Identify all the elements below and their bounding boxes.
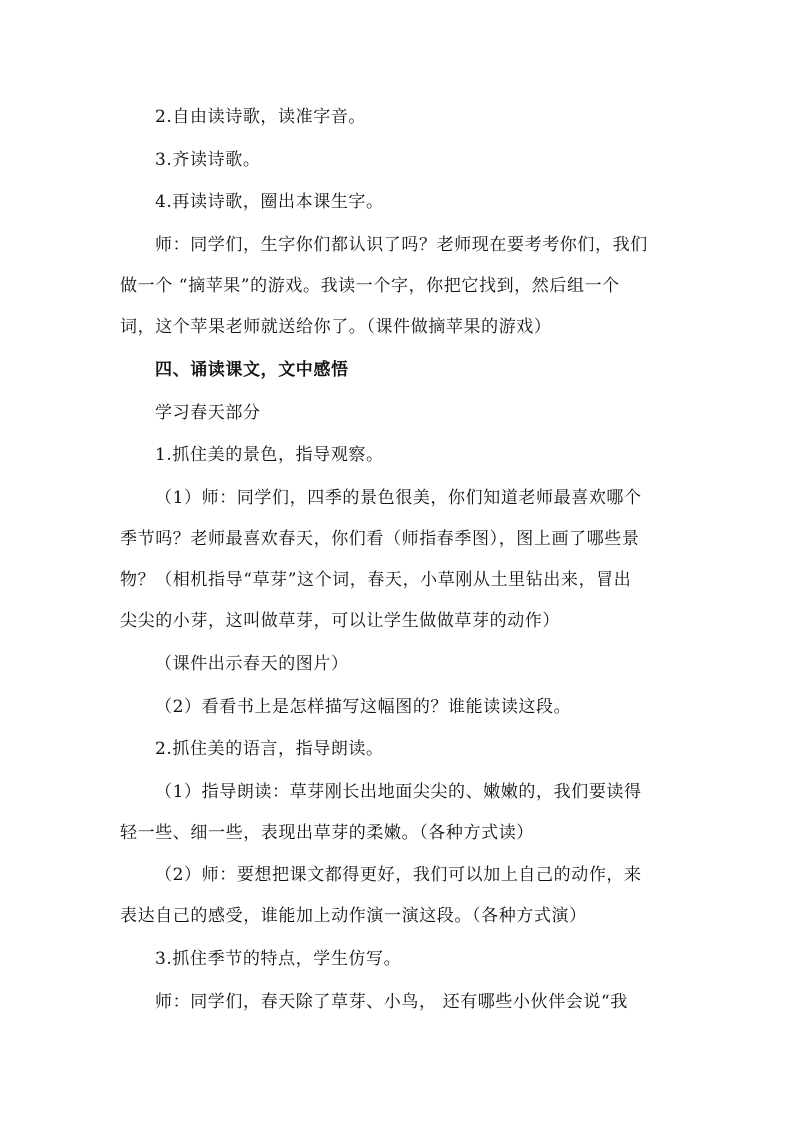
section-heading-four: 四、诵读课文，文中感悟	[155, 360, 349, 380]
point-1-1-line-4: 尖尖的小芽，这叫做草芽，可以让学生做做草芽的动作）	[120, 611, 560, 631]
point-1-scenery: 1.抓住美的景色，指导观察。	[155, 445, 384, 465]
teacher-dialogue-line-1: 师：同学们，生字你们都认识了吗？老师现在要考考你们，我们	[155, 235, 648, 255]
point-2-2-line-1: （2）师：要想把课文都得更好，我们可以加上自己的动作，来	[155, 865, 642, 885]
point-1-1-line-2: 季节吗？老师最喜欢春天，你们看（师指春季图），图上画了哪些景	[120, 529, 640, 549]
teacher-question-line: 师：同学们，春天除了草芽、小鸟， 还有哪些小伙伴会说“我	[155, 992, 628, 1012]
step-3-read-together: 3.齐读诗歌。	[155, 150, 261, 170]
point-2-language: 2.抓住美的语言，指导朗读。	[155, 739, 384, 759]
point-2-1-line-1: （1）指导朗读：草芽刚长出地面尖尖的、嫩嫩的，我们要读得	[155, 782, 642, 802]
point-1-1-line-1: （1）师：同学们，四季的景色很美，你们知道老师最喜欢哪个	[155, 488, 642, 508]
point-2-2-line-2: 表达自己的感受，谁能加上动作演一演这段。（各种方式演）	[120, 906, 587, 926]
step-2-read-freely: 2.自由读诗歌，读准字音。	[155, 107, 367, 127]
point-1-1-line-3: 物？（相机指导“草芽”这个词，春天，小草刚从土里钻出来，冒出	[120, 570, 632, 590]
spring-part-label: 学习春天部分	[155, 403, 261, 423]
point-3-season-features: 3.抓住季节的特点，学生仿写。	[155, 949, 402, 969]
courseware-spring-pictures: （课件出示春天的图片）	[155, 654, 349, 674]
point-2-1-line-2: 轻一些、细一些，表现出草芽的柔嫩。（各种方式读）	[120, 823, 534, 843]
teacher-dialogue-line-3: 词，这个苹果老师就送给你了。（课件做摘苹果的游戏）	[120, 317, 552, 337]
step-4-circle-characters: 4.再读诗歌，圈出本课生字。	[155, 192, 384, 212]
teacher-dialogue-line-2: 做一个 “摘苹果”的游戏。我读一个字，你把它找到，然后组一个	[120, 276, 620, 296]
point-1-2: （2）看看书上是怎样描写这幅图的？谁能读读这段。	[155, 697, 572, 717]
